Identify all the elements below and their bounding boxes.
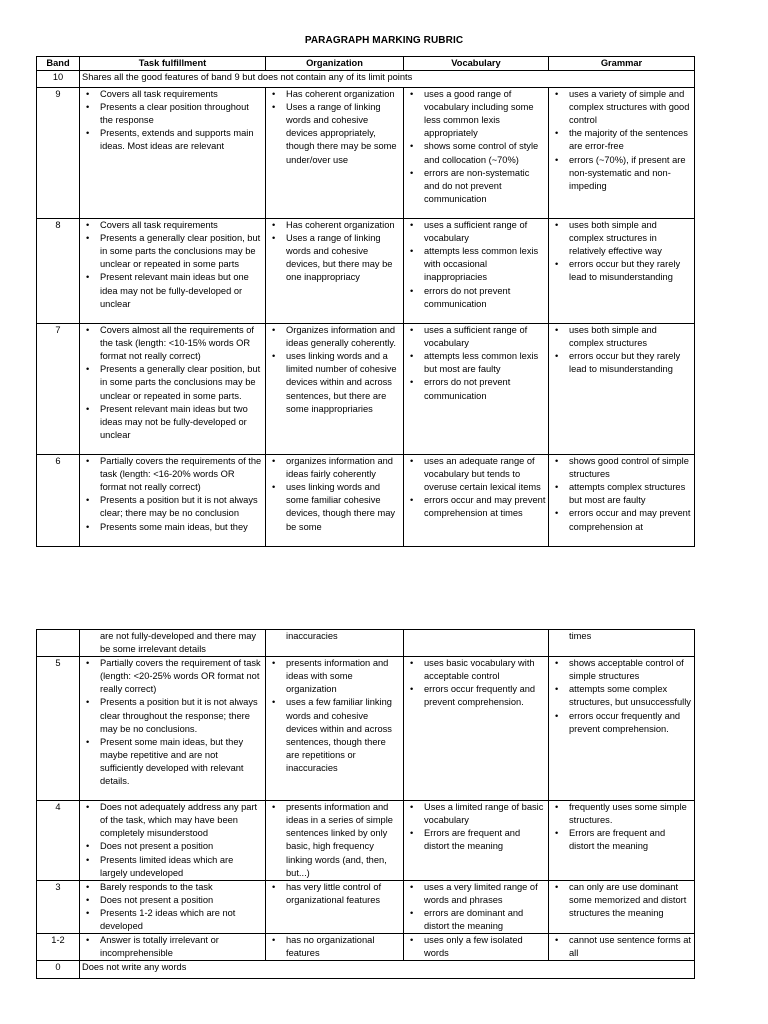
bullet-list [551,455,692,534]
band-label: 6 [37,455,80,547]
organization-cell [266,934,404,961]
bullet-item: • uses both simple and complex structures in relatively effective way [551,219,692,258]
band-row-10 [37,71,695,88]
band-description: Shares all the good features of band 9 but does not contain any of its limit points [80,71,695,88]
bullet-item: • has very little control of organizational features [268,881,401,907]
bullet-list [406,88,546,206]
bullet-list [551,324,692,376]
bullet-list [82,934,263,960]
header-vocabulary: Vocabulary [404,57,549,71]
bullet-item: • uses linking words and a limited number of cohesive devices within and across sentences, but there are some inappropriaries [268,350,401,415]
band-description: Does not write any words [80,961,695,979]
bullet-item: • Uses a limited range of basic vocabulary [406,801,546,827]
bullet-item: • uses basic vocabulary with acceptable control [406,657,546,683]
bullet-item: • Errors are frequent and distort the meaning [551,827,692,853]
bullet-item: • errors occur but they rarely lead to misunderstanding [551,350,692,376]
bullet-item: • Presents a generally clear position, but in some parts the conclusions may be unclear or repeated in some parts [82,232,263,271]
bullet-item: • uses an adequate range of vocabulary but tends to overuse certain lexical items [406,455,546,494]
bullet-list [268,881,401,907]
bullet-item: • Covers all task requirements [82,219,263,232]
bullet-item: • errors do not prevent communication [406,376,546,402]
grammar-cell [549,801,695,881]
bullet-list [406,801,546,853]
task-fulfillment-cell [80,88,266,219]
grammar-cell [549,455,695,547]
bullet-list [406,881,546,933]
grammar-cell [549,324,695,455]
bullet-item: • uses a sufficient range of vocabulary [406,324,546,350]
organization-cell [266,324,404,455]
bullet-item: • Presents a position but it is not always clear; there may be no conclusion [82,494,263,520]
bullet-item: • Presents some main ideas, but they [82,521,263,534]
header-row [37,57,695,71]
task-fulfillment-cell [80,934,266,961]
bullet-item: • frequently uses some simple structures. [551,801,692,827]
task-fulfillment-cell [80,455,266,547]
bullet-item: • shows good control of simple structures [551,455,692,481]
bullet-item: • the majority of the sentences are error-free [551,127,692,153]
bullet-item: • attempts less common lexis but most are faulty [406,350,546,376]
band-label: 4 [37,801,80,881]
organization-cell [266,801,404,881]
bullet-item: • Does not present a position [82,840,263,853]
bullet-list [82,801,263,880]
bullet-item: • Present relevant main ideas but two ideas may not be fully-developed or unclear [82,403,263,442]
task-fulfillment-cell [80,657,266,801]
bullet-item: • uses both simple and complex structures [551,324,692,350]
bullet-item: • errors occur and may prevent comprehension at times [406,494,546,520]
bullet-list [406,934,546,960]
task-fulfillment-cell [80,219,266,324]
grammar-cell: times [549,630,695,657]
band-row-3 [37,880,695,933]
bullet-item: • errors occur but they rarely lead to misunderstanding [551,258,692,284]
bullet-item: • errors do not prevent communication [406,285,546,311]
bullet-item: • errors occur frequently and prevent comprehension. [551,710,692,736]
band-label: 0 [37,961,80,979]
bullet-item: • Present relevant main ideas but one idea may not be fully-developed or unclear [82,271,263,310]
bullet-item: • uses a few familiar linking words and cohesive devices within and across sentences, though there are repetitions or inaccuracies [268,696,401,775]
bullet-list [82,455,263,534]
bullet-item: • errors occur and may prevent comprehension at [551,507,692,533]
header-task-fulfillment: Task fulfillment [80,57,266,71]
bullet-list [551,801,692,853]
bullet-item: • shows some control of style and collocation (~70%) [406,140,546,166]
bullet-list [268,324,401,416]
bullet-item: • presents information and ideas with some organization [268,657,401,696]
band-label: 7 [37,324,80,455]
vocabulary-cell [404,657,549,801]
bullet-item: • cannot use sentence forms at all [551,934,692,960]
task-fulfillment-cell [80,324,266,455]
bullet-item: • Has coherent organization [268,88,401,101]
bullet-item: • errors are non-systematic and do not prevent communication [406,167,546,206]
bullet-list [82,881,263,933]
bullet-item: • errors are dominant and distort the meaning [406,907,546,933]
bullet-item: • uses a sufficient range of vocabulary [406,219,546,245]
band-label: 10 [37,71,80,88]
bullet-item: • errors occur frequently and prevent comprehension. [406,683,546,709]
bullet-item: • shows acceptable control of simple structures [551,657,692,683]
bullet-item: • Presents limited ideas which are largely undeveloped [82,854,263,880]
bullet-item: • Covers almost all the requirements of the task (length: <10-15% words OR format not really correct) [82,324,263,363]
bullet-item: • Presents 1-2 ideas which are not developed [82,907,263,933]
bullet-item: • Present some main ideas, but they maybe repetitive and are not sufficiently developed with relevant details. [82,736,263,788]
band-label: 1-2 [37,934,80,961]
vocabulary-cell [404,630,549,657]
bullet-item: • organizes information and ideas fairly coherently [268,455,401,481]
task-fulfillment-cell: are not fully-developed and there may be some irrelevant details [80,630,266,657]
bullet-item: • Presents a generally clear position, but in some parts the conclusions may be unclear or repeated in some parts. [82,363,263,402]
organization-cell [266,455,404,547]
bullet-list [268,934,401,960]
band-row-7 [37,324,695,455]
organization-cell [266,880,404,933]
band-row-6 [37,455,695,547]
bullet-item: • Uses a range of linking words and cohesive devices, but there may be one inappropriacy [268,232,401,284]
bullet-item: • presents information and ideas in a series of simple sentences linked by only basic, high frequency linking words (and, then, but...) [268,801,401,880]
band-row-0 [37,961,695,979]
bullet-item: • Presents a clear position throughout the response [82,101,263,127]
bullet-item: • Presents a position but it is not always clear throughout the response; there may be no conclusions. [82,696,263,735]
bullet-list [406,455,546,520]
task-fulfillment-cell [80,880,266,933]
bullet-item: • uses a variety of simple and complex structures with good control [551,88,692,127]
vocabulary-cell [404,324,549,455]
task-fulfillment-cell [80,801,266,881]
bullet-item: • can only are use dominant some memorized and distort structures the meaning [551,881,692,920]
bullet-list [551,934,692,960]
bullet-list [268,455,401,534]
vocabulary-cell [404,934,549,961]
band-label: 3 [37,880,80,933]
bullet-list [406,219,546,311]
bullet-list [551,219,692,284]
bullet-item: • has no organizational features [268,934,401,960]
grammar-cell [549,880,695,933]
bullet-list [268,219,401,284]
vocabulary-cell [404,801,549,881]
vocabulary-cell [404,880,549,933]
band-row-6-continued [37,630,695,657]
bullet-item: • Presents, extends and supports main ideas. Most ideas are relevant [82,127,263,153]
grammar-cell [549,657,695,801]
header-grammar: Grammar [549,57,695,71]
grammar-cell [549,934,695,961]
band-row-9 [37,88,695,219]
bullet-item: • Answer is totally irrelevant or incomprehensible [82,934,263,960]
vocabulary-cell [404,88,549,219]
bullet-item: • attempts complex structures but most are faulty [551,481,692,507]
bullet-list [551,881,692,920]
grammar-cell [549,219,695,324]
bullet-item: • uses a very limited range of words and phrases [406,881,546,907]
band-row-5 [37,657,695,801]
bullet-item: • Barely responds to the task [82,881,263,894]
grammar-cell [549,88,695,219]
page-title: PARAGRAPH MARKING RUBRIC [304,35,464,46]
vocabulary-cell [404,219,549,324]
bullet-item: • Does not present a position [82,894,263,907]
vocabulary-cell [404,455,549,547]
header-organization: Organization [266,57,404,71]
bullet-list [82,219,263,311]
bullet-item: • uses a good range of vocabulary including some less common lexis appropriately [406,88,546,140]
bullet-list [551,657,692,736]
bullet-list [551,88,692,193]
organization-cell [266,88,404,219]
bullet-list [406,657,546,709]
bullet-list [268,88,401,167]
bullet-list [268,657,401,775]
bullet-item: • Uses a range of linking words and cohesive devices appropriately, though there may be some under/over use [268,101,401,166]
band-row-1-2 [37,934,695,961]
bullet-list [82,88,263,153]
header-band: Band [37,57,80,71]
bullet-list [268,801,401,880]
bullet-item: • Organizes information and ideas generally coherently. [268,324,401,350]
bullet-item: • Has coherent organization [268,219,401,232]
bullet-item: • Partially covers the requirement of task (length: <20-25% words OR format not really correct) [82,657,263,696]
organization-cell [266,657,404,801]
bullet-item: • Covers all task requirements [82,88,263,101]
band-label: 5 [37,657,80,801]
bullet-item: • Partially covers the requirements of the task (length: <16-20% words OR format not really correct) [82,455,263,494]
bullet-item: • Errors are frequent and distort the meaning [406,827,546,853]
bullet-item: • errors (~70%), if present are non-systematic and non-impeding [551,154,692,193]
bullet-list [82,657,263,788]
bullet-item: • Does not adequately address any part of the task, which may have been completely misunderstood [82,801,263,840]
bullet-list [82,324,263,442]
bullet-item: • uses linking words and some familiar cohesive devices, though there may be some [268,481,401,533]
band-row-8 [37,219,695,324]
rubric-table-part-2 [36,629,695,979]
bullet-item: • attempts some complex structures, but unsuccessfully [551,683,692,709]
organization-cell: inaccuracies [266,630,404,657]
bullet-list [406,324,546,403]
band-label: 9 [37,88,80,219]
organization-cell [266,219,404,324]
rubric-table-part-1 [36,56,695,547]
band-label [37,630,80,657]
band-label: 8 [37,219,80,324]
bullet-item: • uses only a few isolated words [406,934,546,960]
band-row-4 [37,801,695,881]
bullet-item: • attempts less common lexis with occasional inappropriacies [406,245,546,284]
